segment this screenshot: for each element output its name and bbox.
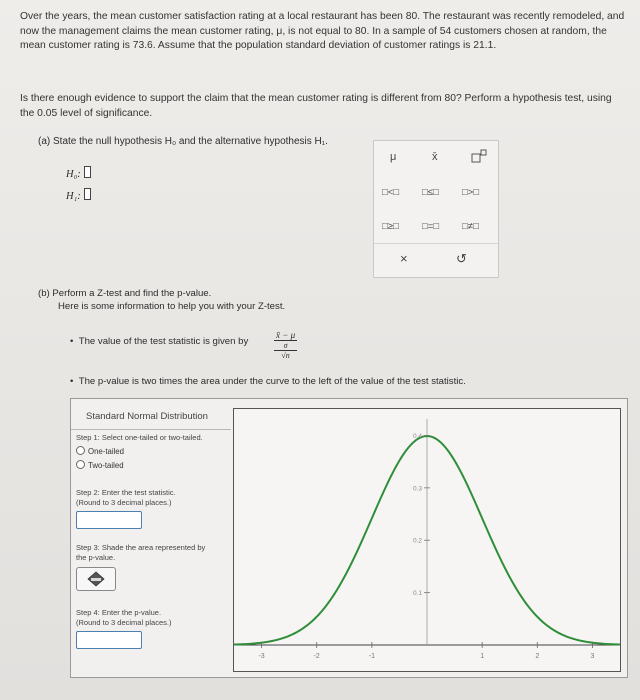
- formula-root-n: √n: [281, 351, 290, 360]
- part-b-prompt: (b) Perform a Z-test and find the p-value.: [38, 288, 212, 299]
- one-tailed-radio[interactable]: [76, 446, 85, 455]
- x-tick-label: -2: [313, 653, 320, 660]
- less-than-button[interactable]: □<□: [382, 187, 400, 198]
- superscript-button[interactable]: [470, 149, 488, 163]
- superscript-icon: [470, 149, 488, 163]
- one-tailed-label: One-tailed: [88, 447, 124, 456]
- h0-row: [66, 166, 91, 180]
- paint-bucket-icon: [77, 568, 115, 590]
- h1-row: [66, 188, 91, 202]
- x-tick-label: -1: [368, 653, 375, 660]
- y-tick-label: 0.4: [412, 432, 422, 440]
- step3-line2: the p-value.: [76, 553, 116, 562]
- p-value-input[interactable]: [76, 631, 142, 649]
- bullet-p-value: • The p-value is two times the area under the curve to the left of the value of the test statistic.: [70, 376, 466, 387]
- step3-label: [76, 543, 205, 563]
- bullet2-text: The p-value is two times the area under the curve to the left of the value of the test statistic.: [78, 376, 466, 387]
- step4-label: [76, 608, 171, 628]
- undo-button[interactable]: ↺: [456, 251, 467, 266]
- z-formula: [274, 330, 297, 360]
- y-tick-label: 0.3: [412, 485, 422, 493]
- normal-curve-plot: [233, 408, 621, 672]
- two-tailed-radio[interactable]: [76, 460, 85, 469]
- greater-than-button[interactable]: □>□: [462, 187, 480, 198]
- step4-line2: (Round to 3 decimal places.): [76, 618, 172, 627]
- h0-label: H₀:: [66, 169, 81, 180]
- less-equal-button[interactable]: □≤□: [422, 187, 439, 198]
- x-tick-label: 1: [480, 653, 485, 660]
- step1-label: Step 1: Select one-tailed or two-tailed.: [76, 433, 203, 442]
- palette-divider: [374, 243, 498, 244]
- formula-numerator: x̄ − μ: [276, 330, 296, 340]
- step2-line2: (Round to 3 decimal places.): [76, 498, 172, 507]
- problem-text: Over the years, the mean customer satisfaction rating at a local restaurant has been 80. The restaurant was recently remodeled, and now the management claims the mean customer rating, μ, is not equal to 80. In a sample of 54 customers chosen at random, the mean customer rating is 73.6. Assume that the population standard deviation of customer ratings is 21.1.: [20, 11, 625, 51]
- one-tailed-option[interactable]: [76, 446, 124, 456]
- formula-sigma: σ: [274, 341, 297, 351]
- tool-title: Standard Normal Distribution: [86, 411, 208, 422]
- x-tick-label: 3: [590, 653, 595, 660]
- normal-distribution-tool: [70, 398, 628, 678]
- test-statistic-input[interactable]: [76, 511, 142, 529]
- h1-answer-box[interactable]: [84, 188, 91, 200]
- h1-label: H₁:: [66, 191, 81, 202]
- mu-button[interactable]: μ: [390, 151, 397, 163]
- part-b: [38, 287, 285, 313]
- xbar-button[interactable]: x̄: [432, 151, 438, 163]
- step2-label: [76, 488, 176, 508]
- symbol-palette: [373, 140, 499, 278]
- y-tick-label: 0.2: [412, 537, 422, 545]
- x-tick-label: -3: [258, 653, 265, 660]
- part-a-prompt: (a) State the null hypothesis H₀ and the alternative hypothesis H₁.: [38, 136, 328, 147]
- not-equal-button[interactable]: □≠□: [462, 221, 479, 232]
- bullet1-text: The value of the test statistic is given by: [78, 336, 249, 347]
- clear-button[interactable]: ×: [400, 251, 408, 266]
- shade-area-button[interactable]: [76, 567, 116, 591]
- step3-line1: Step 3: Shade the area represented by: [76, 543, 206, 552]
- part-b-info: Here is some information to help you with your Z-test.: [58, 301, 286, 312]
- step4-line1: Step 4: Enter the p-value.: [76, 608, 162, 617]
- tool-divider: [71, 429, 231, 430]
- question-text: Is there enough evidence to support the claim that the mean customer rating is different from 80? Perform a hypothesis test, using the 0.05 level of significance.: [20, 93, 612, 119]
- bullet-test-statistic: • The value of the test statistic is given by: [70, 336, 249, 347]
- two-tailed-label: Two-tailed: [88, 461, 124, 470]
- x-tick-label: 2: [535, 653, 540, 660]
- equal-button[interactable]: □=□: [422, 221, 440, 232]
- two-tailed-option[interactable]: [76, 460, 124, 470]
- y-tick-label: 0.1: [412, 590, 422, 598]
- normal-curve-svg: [234, 409, 620, 671]
- greater-equal-button[interactable]: □≥□: [382, 221, 399, 232]
- step2-line1: Step 2: Enter the test statistic.: [76, 488, 176, 497]
- h0-answer-box[interactable]: [84, 166, 91, 178]
